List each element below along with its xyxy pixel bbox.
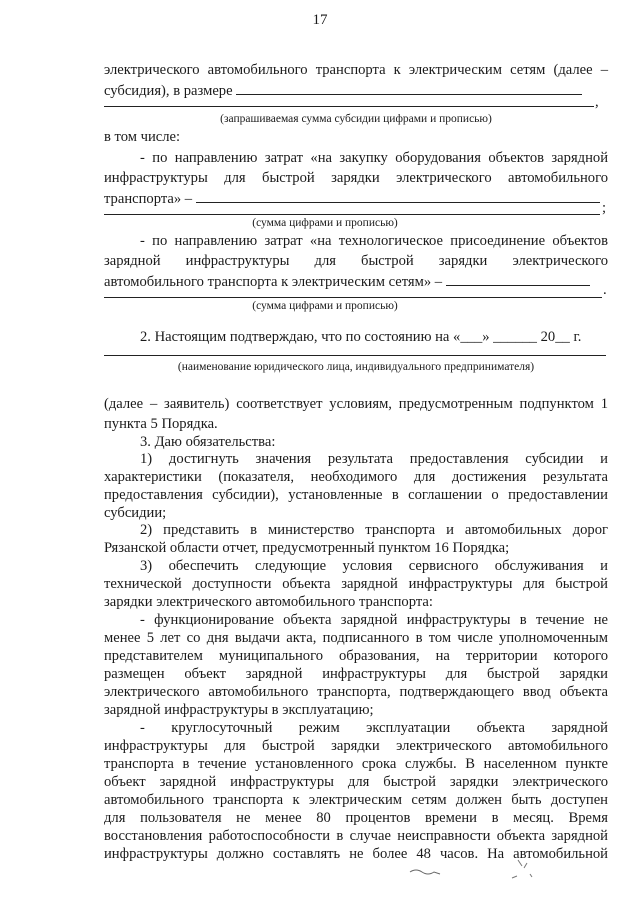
punctuation: , [595, 94, 599, 110]
subsidy-amount-label: субсидия), в размере [104, 83, 233, 99]
text-line: представителем муниципального образования, на территории которого [104, 648, 608, 664]
text-line: 3. Даю обязательства: [140, 434, 276, 450]
text-line: транспорта в течение установленного срока службы. В населенном пункте [104, 756, 608, 772]
text-line [104, 188, 608, 209]
text-line: инфраструктуры для быстрой зарядки электрического автомобильного [104, 170, 608, 186]
blank-line [104, 214, 600, 215]
text-line: характеристики (показателя, необходимого для достижения результата [104, 469, 608, 485]
blank-line [104, 106, 594, 107]
text-line: пункта 5 Порядка. [104, 416, 218, 432]
text-line: - круглосуточный режим эксплуатации объекта зарядной [140, 720, 608, 736]
field-caption: (запрашиваемая сумма субсидии цифрами и прописью) [220, 113, 492, 125]
text-line: - по направлению затрат «на технологическое присоединение объектов [140, 233, 608, 249]
text-line: зарядной инфраструктуры для быстрой зарядки электрического [104, 253, 608, 269]
text-line [104, 80, 608, 101]
text-line: 2. Настоящим подтверждаю, что по состоянию на «___» ______ 20__ г. [140, 329, 582, 345]
equipment-costs-label: транспорта» – [104, 191, 193, 207]
connection-costs-blank [446, 271, 590, 286]
text-line: восстановления работоспособности в случае неисправности объекта зарядной [104, 828, 608, 844]
field-caption: (сумма цифрами и прописью) [252, 300, 398, 312]
text-line [104, 271, 608, 292]
text-line: 2) представить в министерство транспорта и автомобильных дорог [140, 522, 608, 538]
subsidy-amount-blank [236, 80, 582, 95]
punctuation: . [603, 282, 607, 298]
text-line: объект зарядной инфраструктуры для быстрой зарядки электрического [104, 774, 608, 790]
text-line: для пользователя не менее 80 процентов времени в месяц. Время [104, 810, 608, 826]
text-line: зарядной инфраструктуры в эксплуатацию; [104, 702, 374, 718]
blank-line [104, 355, 606, 356]
text-line: размещен объект зарядной инфраструктуры для быстрой зарядки [104, 666, 608, 682]
page-number: 17 [312, 12, 328, 28]
text-line: зарядки электрического автомобильного транспорта: [104, 594, 433, 610]
text-line: (далее – заявитель) соответствует условиям, предусмотренным подпунктом 1 [104, 396, 608, 412]
text-line: технической доступности объекта зарядной инфраструктуры для быстрой [104, 576, 608, 592]
text-line: - функционирование объекта зарядной инфраструктуры в течение не [140, 612, 608, 628]
punctuation: ; [602, 200, 607, 216]
connection-costs-label: автомобильного транспорта к электрическим сетям» – [104, 274, 443, 290]
field-caption: (сумма цифрами и прописью) [252, 217, 398, 229]
text-line: субсидии; [104, 505, 167, 521]
text-line: менее 5 лет со дня выдачи акта, подписанного в том числе уполномоченным [104, 630, 608, 646]
text-line: 3) обеспечить следующие условия сервисного обслуживания и [140, 558, 608, 574]
scan-marks [400, 850, 560, 890]
equipment-costs-blank [196, 188, 600, 203]
text-line: - по направлению затрат «на закупку оборудования объектов зарядной [140, 150, 608, 166]
field-caption: (наименование юридического лица, индивидуального предпринимателя) [177, 361, 535, 373]
blank-line [104, 297, 602, 298]
text-line: Рязанской области отчет, предусмотренный пунктом 16 Порядка; [104, 540, 510, 556]
text-line: инфраструктуры должно составлять не более 48 часов. На автомобильной [104, 846, 608, 862]
text-line: 1) достигнуть значения результата предоставления субсидии и [140, 451, 608, 467]
text-line: предоставления субсидии), установленные в соглашении о предоставлении [104, 487, 608, 503]
text-line: автомобильного транспорта к электрическим сетям должен быть доступен [104, 792, 608, 808]
text-line: электрического автомобильного транспорта к электрическим сетям (далее – [104, 62, 608, 78]
text-line: в том числе: [104, 129, 181, 145]
text-line: электрического автомобильного транспорта, подтверждающего ввод объекта [104, 684, 608, 700]
text-line: инфраструктуры для быстрой зарядки электрического автомобильного [104, 738, 608, 754]
